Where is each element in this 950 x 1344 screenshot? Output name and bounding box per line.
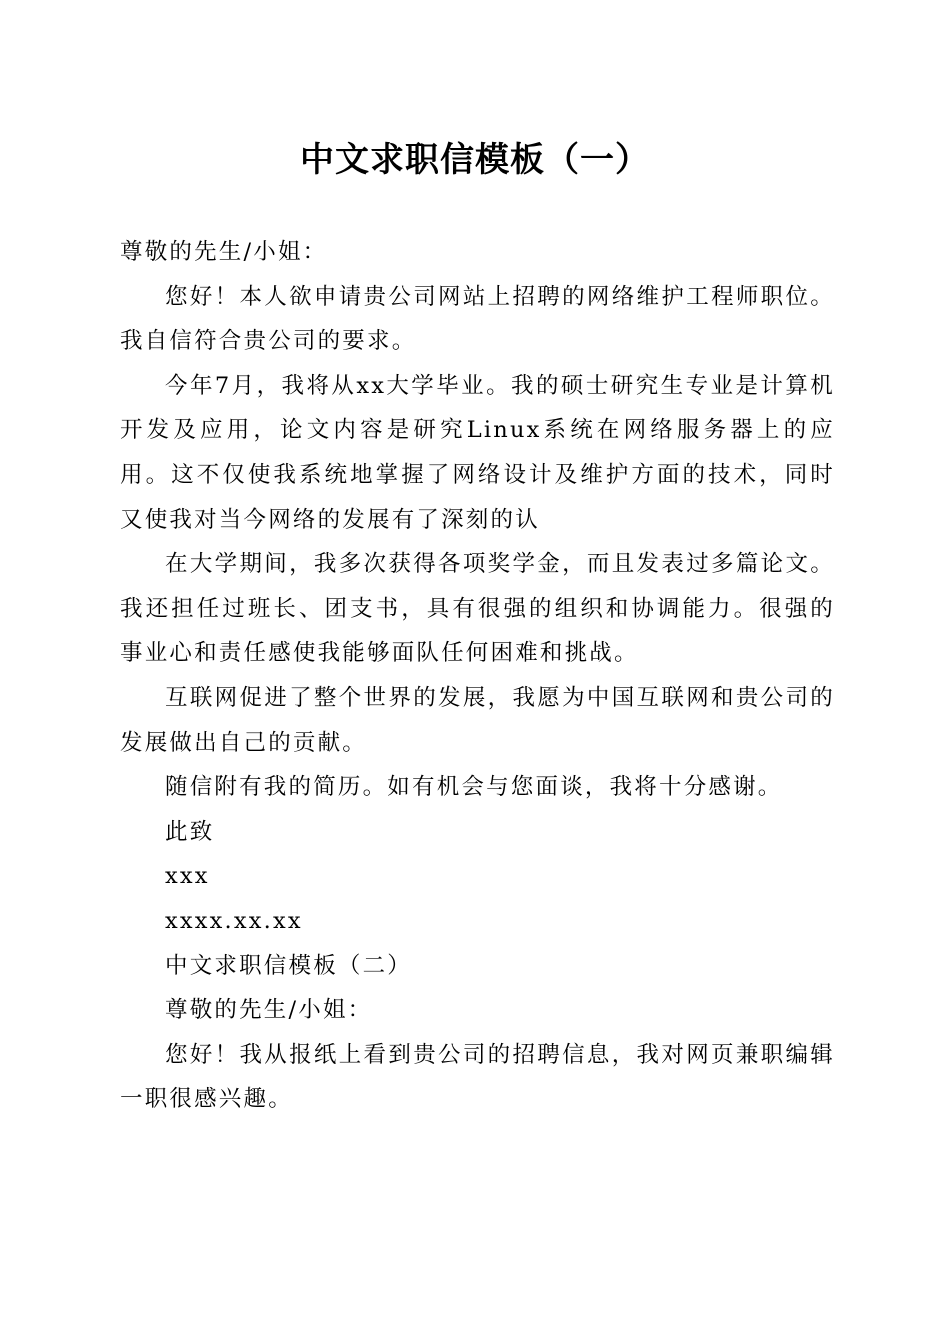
salutation: 尊敬的先生/小姐：: [120, 239, 328, 265]
signature-date: xxxx.xx.xx: [165, 907, 303, 934]
second-template-heading: 中文求职信模板（二）: [165, 952, 413, 979]
second-salutation: 尊敬的先生/小姐：: [165, 997, 373, 1024]
paragraph-intro: 您好！本人欲申请贵公司网站上招聘的网络维护工程师职位。我自信符合贵公司的要求。: [120, 283, 835, 355]
paragraph-education: 今年7月，我将从xx大学毕业。我的硕士研究生专业是计算机开发及应用，论文内容是研究Linux系统在网络服务器上的应用。这不仅使我系统地掌握了网络设计及维护方面的技术，同时又使我对当今网络的发展有了深刻的认: [120, 372, 835, 533]
signature-name: xxx: [165, 863, 210, 890]
document-title: 中文求职信模板（一）: [300, 140, 650, 180]
paragraph-resume: 随信附有我的简历。如有机会与您面谈，我将十分感谢。: [165, 774, 783, 801]
paragraph-contribution: 互联网促进了整个世界的发展，我愿为中国互联网和贵公司的发展做出自己的贡献。: [120, 684, 835, 756]
paragraph-achievements: 在大学期间，我多次获得各项奖学金，而且发表过多篇论文。我还担任过班长、团支书，具有很强的组织和协调能力。很强的事业心和责任感使我能够面队任何困难和挑战。: [120, 551, 835, 667]
closing-line: 此致: [165, 818, 215, 845]
second-paragraph-intro: 您好！我从报纸上看到贵公司的招聘信息，我对网页兼职编辑一职很感兴趣。: [120, 1041, 835, 1113]
document-body: [120, 230, 835, 1122]
